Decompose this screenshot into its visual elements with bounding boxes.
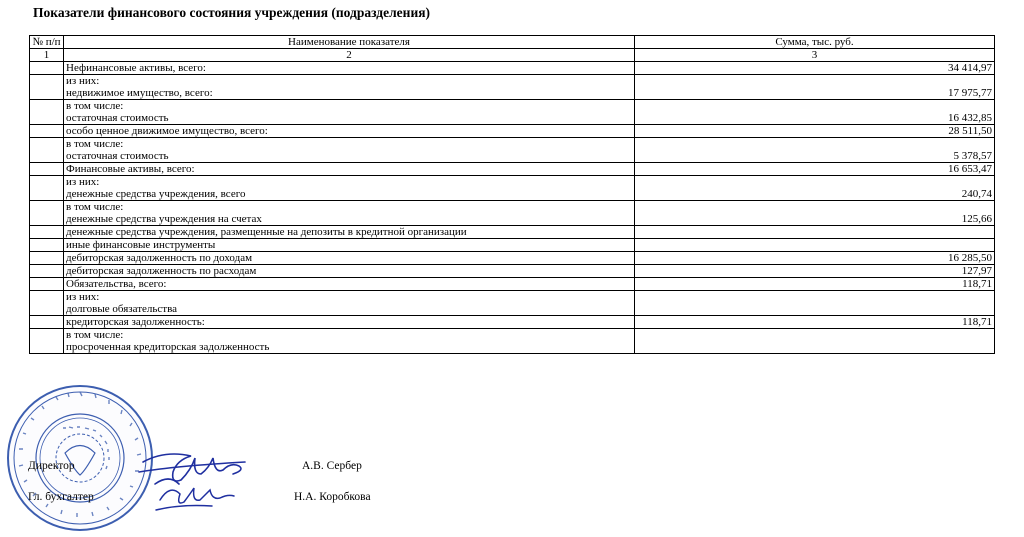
indicator-name-line: долговые обязательства: [66, 303, 178, 315]
table-row: [30, 201, 995, 226]
indicator-name-line: Финансовые активы, всего:: [66, 163, 195, 175]
indicator-name-line: в том числе:: [66, 329, 124, 341]
indicator-name-cell: [64, 75, 635, 100]
header-sum: Сумма, тыс. руб.: [635, 36, 995, 49]
sum-cell: 240,74: [635, 176, 995, 201]
row-number-cell: [30, 62, 64, 75]
sum-cell: 28 511,50: [635, 125, 995, 138]
header-col-2: 2: [64, 49, 635, 62]
official-seal-icon: [5, 383, 155, 533]
row-number-cell: [30, 138, 64, 163]
row-number-cell: [30, 252, 64, 265]
indicator-name-line: особо ценное движимое имущество, всего:: [66, 125, 268, 137]
indicator-name-cell: [64, 62, 635, 75]
indicator-name-line: из них:: [66, 291, 100, 303]
table-row: [30, 252, 995, 265]
indicator-name-cell: [64, 163, 635, 176]
sum-cell: [635, 329, 995, 354]
row-number-cell: [30, 239, 64, 252]
header-number: № п/п: [30, 36, 64, 49]
accountant-signature-icon: [150, 476, 240, 516]
financial-table: [29, 35, 995, 354]
row-number-cell: [30, 291, 64, 316]
sum-cell: [635, 226, 995, 239]
indicator-name-line: кредиторская задолженность:: [66, 316, 205, 328]
table-row: [30, 75, 995, 100]
table-row: [30, 265, 995, 278]
table-row: [30, 226, 995, 239]
sum-cell: [635, 291, 995, 316]
indicator-name-line: недвижимое имущество, всего:: [66, 87, 213, 99]
table-row: [30, 291, 995, 316]
indicator-name-cell: [64, 291, 635, 316]
indicator-name-line: дебиторская задолженность по расходам: [66, 265, 257, 277]
indicator-name-cell: [64, 329, 635, 354]
sum-cell: 118,71: [635, 316, 995, 329]
director-name: А.В. Сербер: [302, 460, 362, 472]
indicator-name-cell: [64, 226, 635, 239]
indicator-name-line: остаточная стоимость: [66, 150, 169, 162]
table-row: [30, 329, 995, 354]
sum-cell: 34 414,97: [635, 62, 995, 75]
sum-cell: 125,66: [635, 201, 995, 226]
header-indicator: Наименование показателя: [64, 36, 635, 49]
accountant-name: Н.А. Коробкова: [294, 491, 371, 503]
sum-cell: 17 975,77: [635, 75, 995, 100]
table-row: [30, 125, 995, 138]
indicator-name-line: Нефинансовые активы, всего:: [66, 62, 206, 74]
indicator-name-cell: [64, 125, 635, 138]
sum-cell: [635, 239, 995, 252]
indicator-name-line: денежные средства учреждения, размещенные на депозиты в кредитной организации: [66, 226, 467, 238]
sum-cell: 5 378,57: [635, 138, 995, 163]
table-row: [30, 278, 995, 291]
indicator-name-line: иные финансовые инструменты: [66, 239, 216, 251]
row-number-cell: [30, 316, 64, 329]
director-title: Директор: [28, 460, 75, 472]
table-row: [30, 62, 995, 75]
row-number-cell: [30, 163, 64, 176]
indicator-name-line: денежные средства учреждения на счетах: [66, 213, 262, 225]
row-number-cell: [30, 226, 64, 239]
row-number-cell: [30, 329, 64, 354]
table-row: [30, 239, 995, 252]
table-header-row: [30, 36, 995, 49]
table-header-numbers-row: [30, 49, 995, 62]
header-col-3: 3: [635, 49, 995, 62]
row-number-cell: [30, 75, 64, 100]
indicator-name-line: в том числе:: [66, 100, 124, 112]
indicator-name-line: Обязательства, всего:: [66, 278, 167, 290]
sum-cell: 16 653,47: [635, 163, 995, 176]
indicator-name-cell: [64, 201, 635, 226]
table-row: [30, 316, 995, 329]
indicator-name-line: из них:: [66, 75, 100, 87]
row-number-cell: [30, 125, 64, 138]
indicator-name-cell: [64, 316, 635, 329]
sum-cell: 16 285,50: [635, 252, 995, 265]
indicator-name-line: в том числе:: [66, 201, 124, 213]
indicator-name-cell: [64, 138, 635, 163]
indicator-name-cell: [64, 252, 635, 265]
table-row: [30, 176, 995, 201]
table-row: [30, 138, 995, 163]
indicator-name-cell: [64, 265, 635, 278]
indicator-name-line: денежные средства учреждения, всего: [66, 188, 246, 200]
table-row: [30, 163, 995, 176]
indicator-name-line: в том числе:: [66, 138, 124, 150]
sum-cell: 16 432,85: [635, 100, 995, 125]
row-number-cell: [30, 201, 64, 226]
indicator-name-cell: [64, 176, 635, 201]
indicator-name-line: дебиторская задолженность по доходам: [66, 252, 253, 264]
row-number-cell: [30, 100, 64, 125]
row-number-cell: [30, 176, 64, 201]
indicator-name-cell: [64, 278, 635, 291]
accountant-title: Гл. бухгалтер: [28, 491, 94, 503]
row-number-cell: [30, 265, 64, 278]
row-number-cell: [30, 278, 64, 291]
sum-cell: 118,71: [635, 278, 995, 291]
indicator-name-line: просроченная кредиторская задолженность: [66, 341, 270, 353]
indicator-name-line: остаточная стоимость: [66, 112, 169, 124]
indicator-name-line: из них:: [66, 176, 100, 188]
sum-cell: 127,97: [635, 265, 995, 278]
table-row: [30, 100, 995, 125]
indicator-name-cell: [64, 239, 635, 252]
page-title: Показатели финансового состояния учреждения (подразделения): [33, 5, 431, 20]
indicator-name-cell: [64, 100, 635, 125]
header-col-1: 1: [30, 49, 64, 62]
